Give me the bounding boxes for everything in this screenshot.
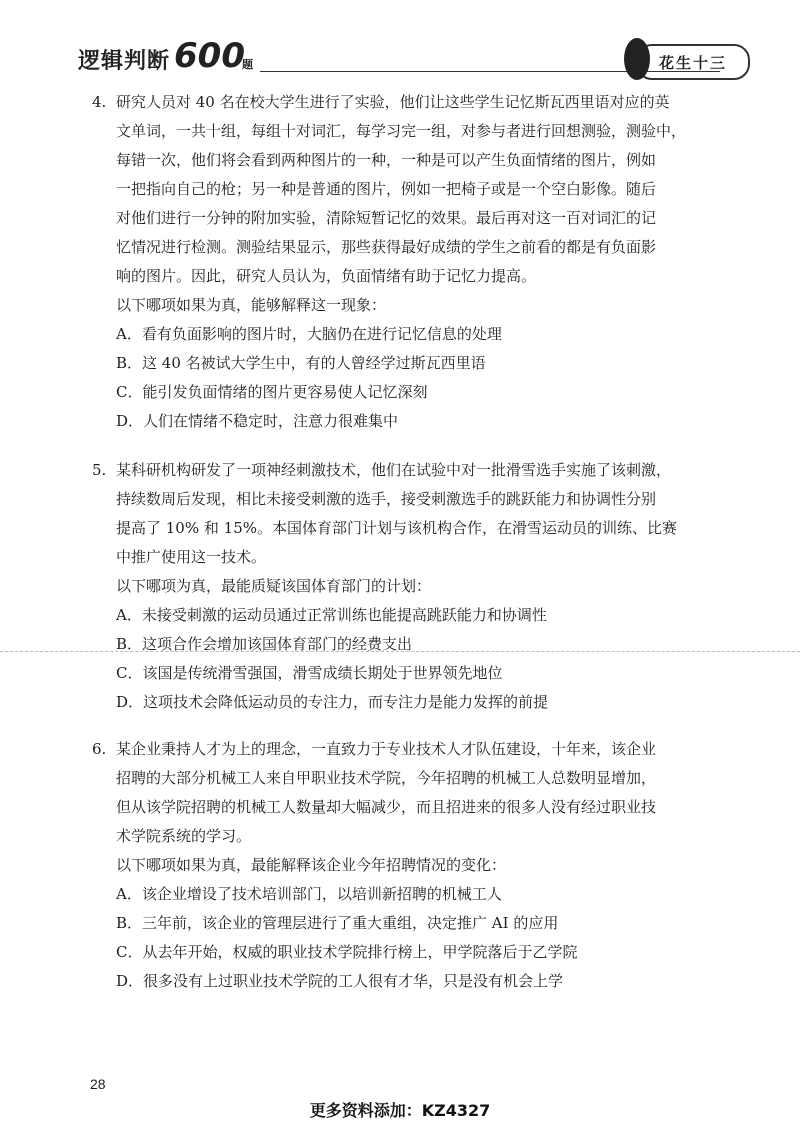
option-c: C．该国是传统滑雪强国，滑雪成绩长期处于世界领先地位 <box>116 664 503 682</box>
stem-line: 某科研机构研发了一项神经刺激技术，他们在试验中对一批滑雪选手实施了该刺激， <box>116 461 672 479</box>
option-c: C．从去年开始，权威的职业技术学院排行榜上，甲学院落后于乙学院 <box>116 943 578 961</box>
question-prompt: 以下哪项如果为真，能够解释这一现象： <box>116 296 387 314</box>
question-5 <box>92 456 732 717</box>
stem-line: 响的图片。因此，研究人员认为，负面情绪有助于记忆力提高。 <box>116 267 537 285</box>
stem-line: 提高了 10% 和 15%。本国体育部门计划与该机构合作，在滑雪运动员的训练、比赛 <box>116 519 677 537</box>
question-number: 4. <box>92 93 107 111</box>
stem-line: 但从该学院招聘的机械工人数量却大幅减少，而且招进来的很多人没有经过职业技 <box>116 798 657 816</box>
question-stem <box>116 735 732 851</box>
stem-line: 持续数周后发现，相比未接受刺激的选手，接受刺激选手的跳跃能力和协调性分别 <box>116 490 657 508</box>
option-b: B．三年前，该企业的管理层进行了重大重组，决定推广 AI 的应用 <box>116 914 559 932</box>
brand-logo <box>636 44 750 80</box>
peanut-icon <box>624 38 650 80</box>
question-prompt: 以下哪项如果为真，最能解释该企业今年招聘情况的变化： <box>116 856 507 874</box>
footer-ad: 更多资料添加：KZ4327 <box>309 1101 491 1120</box>
option-d: D．这项技术会降低运动员的专注力，而专注力是能力发挥的前提 <box>116 693 549 711</box>
option-a: A．该企业增设了技术培训部门，以培训新招聘的机械工人 <box>116 885 502 903</box>
question-stem <box>116 456 732 572</box>
option-b: B．这项合作会增加该国体育部门的经费支出 <box>116 635 413 653</box>
stem-line: 忆情况进行检测。测验结果显示，那些获得最好成绩的学生之前看的都是有负面影 <box>116 238 657 256</box>
question-number: 5. <box>92 461 107 479</box>
stem-line: 研究人员对 40 名在校大学生进行了实验，他们让这些学生记忆斯瓦西里语对应的英 <box>116 93 670 111</box>
option-c: C．能引发负面情绪的图片更容易使人记忆深刻 <box>116 383 428 401</box>
option-d: D．人们在情绪不稳定时，注意力很难集中 <box>116 412 399 430</box>
book-title: 逻辑判断 <box>78 49 171 74</box>
question-number: 6. <box>92 740 107 758</box>
page-header <box>74 38 754 78</box>
stem-line: 每错一次，他们将会看到两种图片的一种，一种是可以产生负面情绪的图片，例如 <box>116 151 657 169</box>
stem-line: 中推广使用这一技术。 <box>116 548 267 566</box>
logo-text: 花生十三 <box>658 53 727 72</box>
question-stem <box>116 88 732 291</box>
stem-line: 术学院系统的学习。 <box>116 827 252 845</box>
stem-line: 文单词，一共十组，每组十对词汇，每学习完一组，对参与者进行回想测验，测验中， <box>116 122 687 140</box>
question-4 <box>92 88 732 436</box>
stem-line: 一把指向自己的枪；另一种是普通的图片，例如一把椅子或是一个空白影像。随后 <box>116 180 657 198</box>
page-number: 28 <box>90 1076 106 1092</box>
question-6 <box>92 735 732 996</box>
stem-line: 招聘的大部分机械工人来自甲职业技术学院，今年招聘的机械工人总数明显增加， <box>116 769 657 787</box>
option-d: D．很多没有上过职业技术学院的工人很有才华，只是没有机会上学 <box>116 972 564 990</box>
option-b: B．这 40 名被试大学生中，有的人曾经学过斯瓦西里语 <box>116 354 486 372</box>
stem-line: 对他们进行一分钟的附加实验，清除短暂记忆的效果。最后再对这一百对词汇的记 <box>116 209 657 227</box>
option-a: A．未接受刺激的运动员通过正常训练也能提高跳跃能力和协调性 <box>116 606 547 624</box>
scan-fold-line <box>0 651 800 652</box>
stem-line: 某企业秉持人才为上的理念，一直致力于专业技术人才队伍建设，十年来，该企业 <box>116 740 657 758</box>
book-number: 600 <box>174 36 245 76</box>
question-prompt: 以下哪项为真，最能质疑该国体育部门的计划： <box>116 577 432 595</box>
book-suffix: 题 <box>242 58 253 71</box>
option-a: A．看有负面影响的图片时，大脑仍在进行记忆信息的处理 <box>116 325 502 343</box>
